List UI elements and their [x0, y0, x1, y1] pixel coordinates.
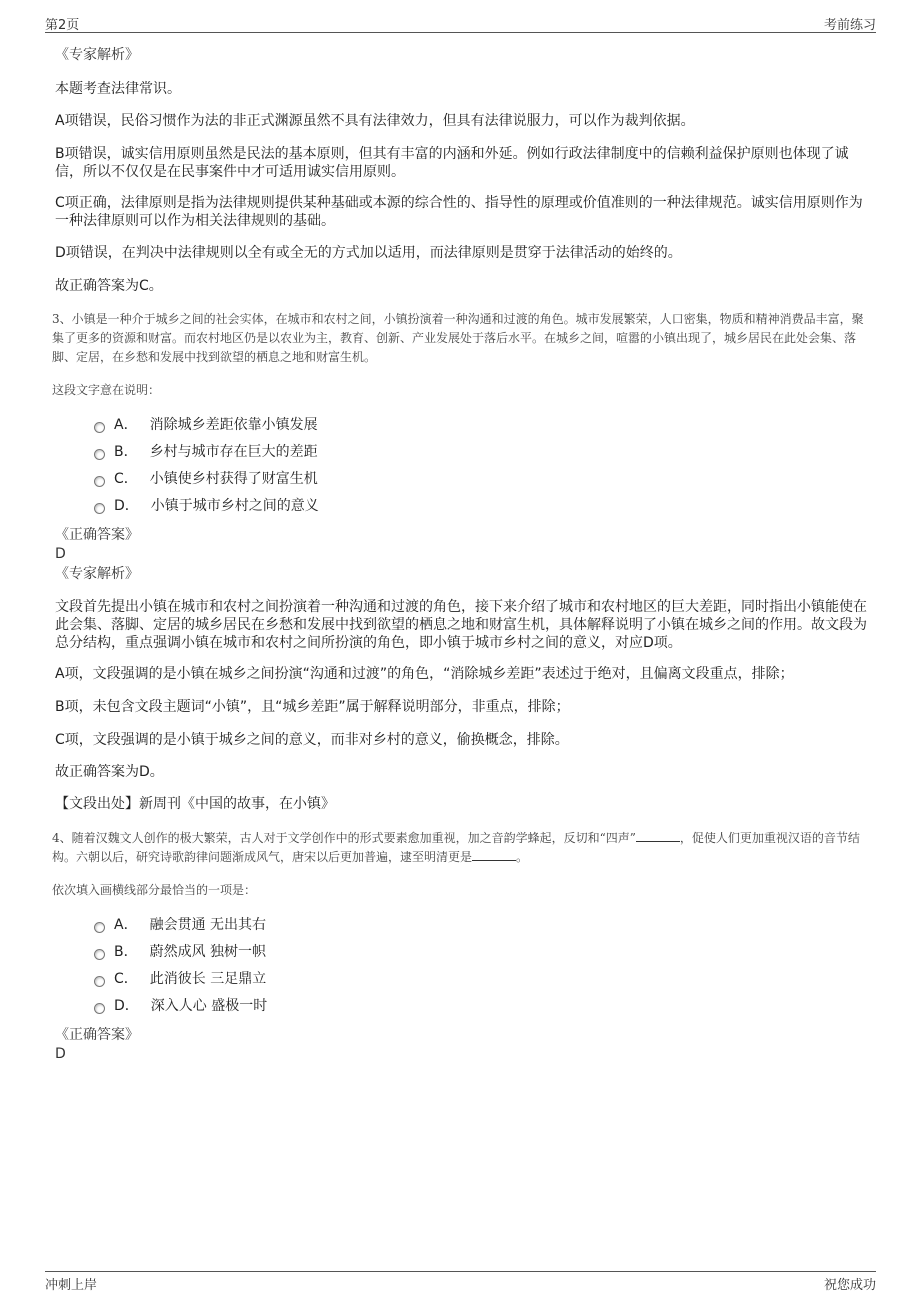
q2-answer-line: 故正确答案为C。: [55, 278, 163, 294]
q4-answer: D: [55, 1046, 66, 1062]
q4-option-b[interactable]: B． 蔚然成风 独树一帜: [94, 943, 266, 961]
q3-analysis-p4: C项，文段强调的是小镇于城乡之间的意义，而非对乡村的意义，偷换概念，排除。: [55, 732, 569, 748]
q3-analysis-p3: B项，未包含文段主题词“小镇”，且“城乡差距”属于解释说明部分，非重点，排除；: [55, 699, 570, 715]
q2-analysis-label: 《专家解析》: [55, 47, 139, 63]
q3-source: 【文段出处】新周刊《中国的故事，在小镇》: [55, 796, 335, 812]
q4-answer-label: 《正确答案》: [55, 1027, 139, 1043]
q3-answer-label: 《正确答案》: [55, 527, 139, 543]
footer-left: 冲刺上岸: [45, 1278, 98, 1293]
q4-option-d[interactable]: D． 深入人心 盛极一时: [94, 997, 267, 1015]
page-footer: [45, 1271, 876, 1296]
q3-answer: D: [55, 546, 66, 562]
footer-right: 祝您成功: [823, 1278, 876, 1293]
q2-analysis-p1: 本题考查法律常识。: [55, 81, 181, 97]
radio-icon[interactable]: [94, 976, 105, 987]
radio-icon[interactable]: [94, 476, 105, 487]
page-header: [45, 12, 876, 33]
radio-icon[interactable]: [94, 1003, 105, 1014]
radio-icon[interactable]: [94, 922, 105, 933]
q3-analysis-p2: A项，文段强调的是小镇在城乡之间扮演“沟通和过渡”的角色，“消除城乡差距”表述过于绝对，且偏离文段重点，排除；: [55, 666, 794, 682]
q3-stem: 3、小镇是一种介于城乡之间的社会实体，在城市和农村之间，小镇扮演着一种沟通和过渡的角色。城市发展繁荣，人口密集，物质和精神消费品丰富，聚集了更多的资源和财富。而农村地区仍是以农业为主，教育、创新、产业发展处于落后水平。在城乡之间，喧嚣的小镇出现了，城乡居民在此处会集、落脚、定居，在乡愁和发展中找到欲望的栖息之地和财富生机。: [52, 312, 864, 364]
q4-prompt: 依次填入画横线部分最恰当的一项是：: [52, 883, 257, 897]
q2-analysis-p4: C项正确，法律原则是指为法律规则提供某种基础或本源的综合性的、指导性的原理或价值准则的一种法律规范。诚实信用原则作为一种法律原则可以作为相关法律规则的基础。: [55, 195, 863, 229]
q3-option-d[interactable]: D． 小镇于城市乡村之间的意义: [94, 497, 319, 515]
q4-stem: 4、随着汉魏文人创作的极大繁荣，古人对于文学创作中的形式要素愈加重视，加之音韵学蜂起，反切和“四声” ，促使人们更加重视汉语的音节结构。六朝以后，研究诗歌韵律问题渐成风气，唐宋以后更加普遍，逮至明清更是 。: [52, 831, 860, 864]
header-title: 考前练习: [823, 18, 876, 33]
fill-blank-2: [472, 848, 516, 861]
q2-analysis-p2: A项错误，民俗习惯作为法的非正式渊源虽然不具有法律效力，但具有法律说服力，可以作为裁判依据。: [55, 113, 695, 129]
fill-blank-1: [636, 829, 680, 842]
q4-option-a[interactable]: A． 融会贯通 无出其右: [94, 916, 266, 934]
q2-analysis-p5: D项错误，在判决中法律规则以全有或全无的方式加以适用，而法律原则是贯穿于法律活动的始终的。: [55, 245, 682, 261]
q3-option-a[interactable]: A． 消除城乡差距依靠小镇发展: [94, 416, 318, 434]
page-number: 第2页: [45, 18, 80, 33]
q2-analysis-p3: B项错误，诚实信用原则虽然是民法的基本原则，但其有丰富的内涵和外延。例如行政法律制度中的信赖利益保护原则也体现了诚信，所以不仅仅是在民事案件中才可适用诚实信用原则。: [55, 146, 849, 180]
q3-analysis-label: 《专家解析》: [55, 566, 139, 582]
radio-icon[interactable]: [94, 422, 105, 433]
q4-option-c[interactable]: C． 此消彼长 三足鼎立: [94, 970, 266, 988]
q3-option-b[interactable]: B． 乡村与城市存在巨大的差距: [94, 443, 318, 461]
q3-answer-line: 故正确答案为D。: [55, 764, 164, 780]
q3-prompt: 这段文字意在说明：: [52, 383, 161, 397]
radio-icon[interactable]: [94, 949, 105, 960]
q3-analysis-p1: 文段首先提出小镇在城市和农村之间扮演着一种沟通和过渡的角色，接下来介绍了城市和农村地区的巨大差距，同时指出小镇能使在此会集、落脚、定居的城乡居民在乡愁和发展中找到欲望的栖息之地和财富生机，具体解释说明了小镇在城乡之间的作用。故文段为总分结构，重点强调小镇在城市和农村之间所扮演的角色，即小镇于城市乡村之间的意义，对应D项。: [55, 599, 867, 651]
radio-icon[interactable]: [94, 503, 105, 514]
radio-icon[interactable]: [94, 449, 105, 460]
q3-option-c[interactable]: C． 小镇使乡村获得了财富生机: [94, 470, 318, 488]
